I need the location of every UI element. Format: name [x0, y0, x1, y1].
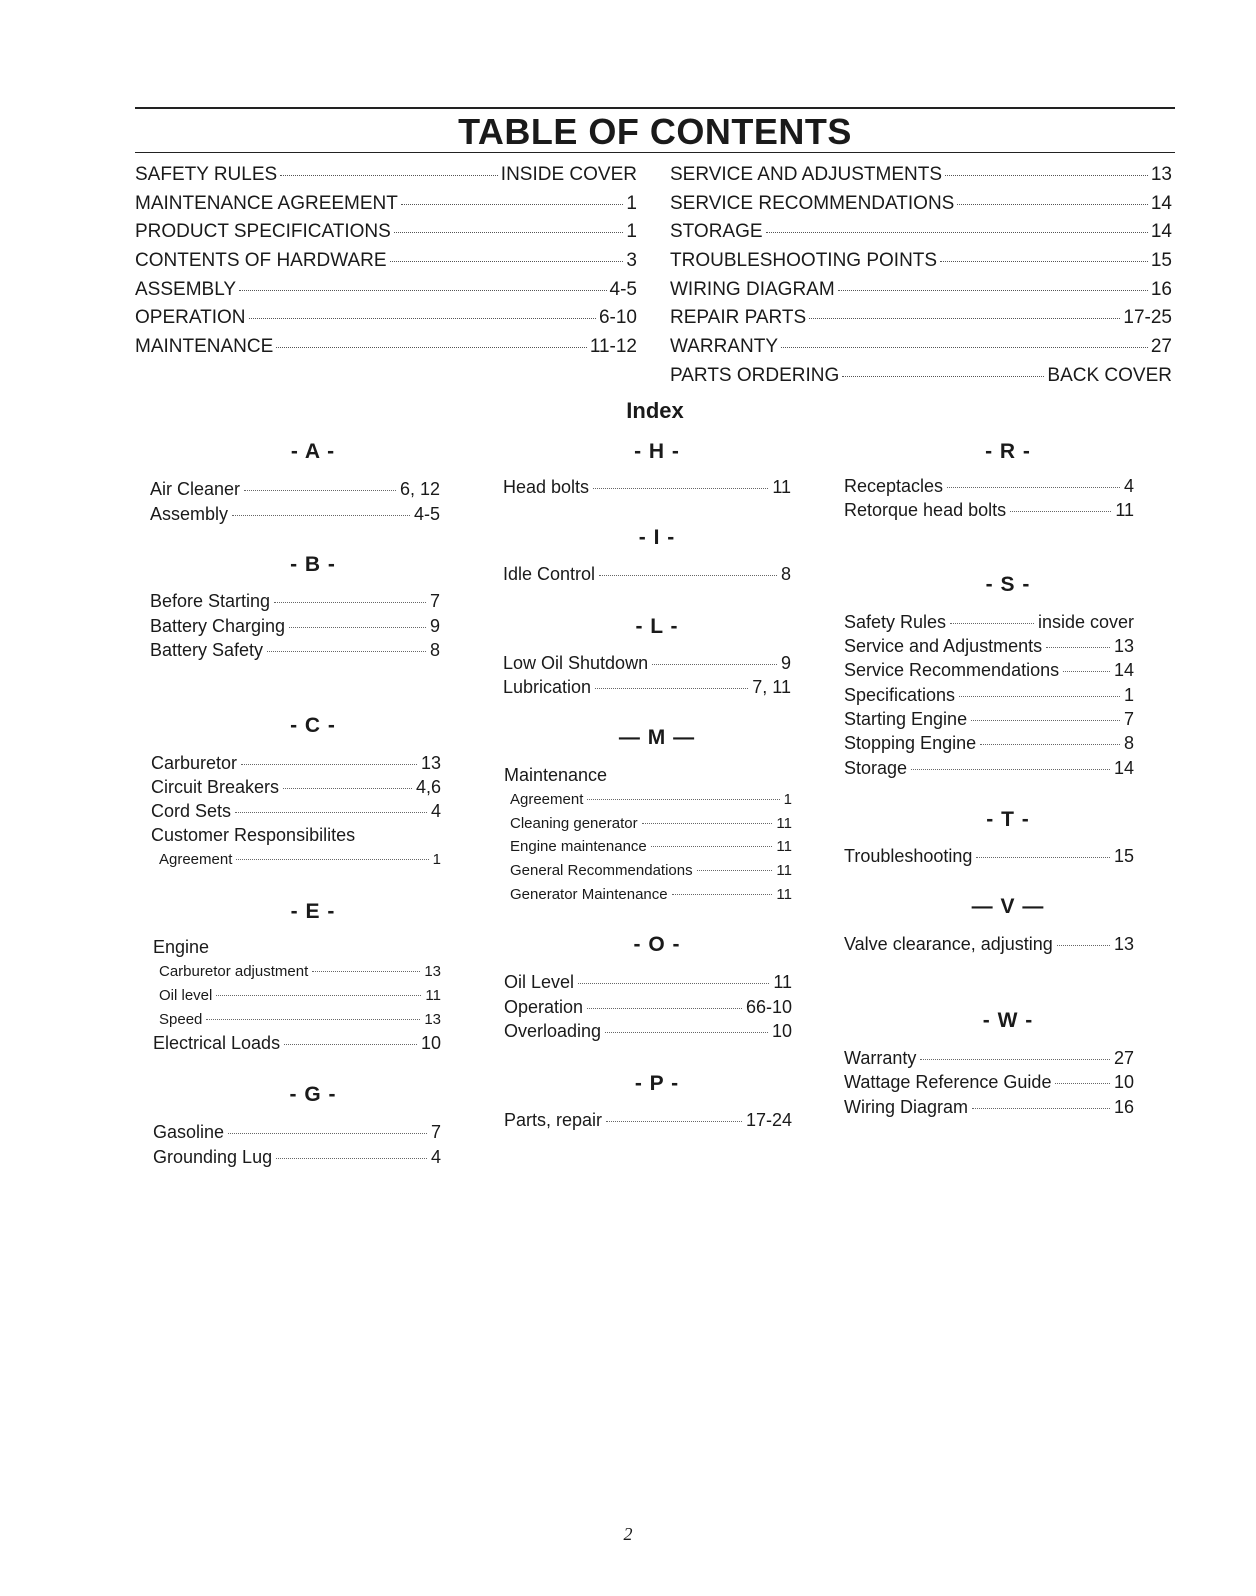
- index-entry[interactable]: Idle Control 8: [503, 564, 791, 584]
- toc-entry[interactable]: CONTENTS OF HARDWARE 3: [135, 250, 637, 272]
- index-entry[interactable]: Safety Rules inside cover: [844, 612, 1134, 632]
- toc-entry[interactable]: STORAGE 14: [670, 221, 1172, 243]
- index-subentry[interactable]: Speed 13: [159, 1011, 441, 1028]
- index-subentry[interactable]: General Recommendations 11: [510, 862, 792, 879]
- toc-entry[interactable]: WIRING DIAGRAM 16: [670, 278, 1172, 300]
- index-letter-w: - W -: [982, 1009, 1034, 1032]
- index-letter-c: - C -: [290, 714, 336, 737]
- index-subentry[interactable]: Generator Maintenance 11: [510, 886, 792, 903]
- toc-entry[interactable]: PRODUCT SPECIFICATIONS 1: [135, 221, 637, 243]
- index-letter-e: - E -: [290, 900, 336, 923]
- index-letter-o: - O -: [633, 933, 681, 956]
- dot-leader: [842, 375, 1044, 377]
- index-letter-i: - I -: [638, 526, 676, 549]
- index-subentry[interactable]: Cleaning generator 11: [510, 815, 792, 832]
- index-entry[interactable]: Assembly 4-5: [150, 504, 440, 524]
- index-entry[interactable]: Specifications 1: [844, 685, 1134, 705]
- toc-right-column: [670, 164, 1172, 394]
- dot-leader: [390, 260, 624, 262]
- index-entry[interactable]: Troubleshooting 15: [844, 846, 1134, 866]
- toc-entry[interactable]: REPAIR PARTS 17-25: [670, 307, 1172, 329]
- index-entry[interactable]: Grounding Lug 4: [153, 1147, 441, 1167]
- index-entry-heading[interactable]: Engine: [153, 937, 210, 957]
- index-subentry[interactable]: Engine maintenance 11: [510, 838, 792, 855]
- dot-leader: [940, 260, 1148, 262]
- index-entry[interactable]: Oil Level 11: [504, 972, 792, 992]
- index-entry[interactable]: Electrical Loads 10: [153, 1033, 441, 1053]
- toc-entry[interactable]: SERVICE RECOMMENDATIONS 14: [670, 192, 1172, 214]
- index-entry[interactable]: Retorque head bolts 11: [844, 500, 1134, 520]
- title-underline-rule: [135, 152, 1175, 153]
- index-entry[interactable]: Overloading 10: [504, 1021, 792, 1041]
- index-entry[interactable]: Air Cleaner 6, 12: [150, 479, 440, 499]
- dot-leader: [766, 231, 1148, 233]
- dot-leader: [957, 203, 1148, 205]
- dot-leader: [945, 174, 1148, 176]
- toc-entry[interactable]: SAFETY RULES INSIDE COVER: [135, 164, 637, 185]
- toc-left-column: [135, 164, 637, 365]
- toc-entry[interactable]: WARRANTY 27: [670, 336, 1172, 358]
- index-letter-a: - A -: [290, 440, 336, 463]
- index-letter-p: - P -: [634, 1072, 680, 1095]
- dot-leader: [280, 174, 498, 176]
- index-entry[interactable]: Before Starting 7: [150, 591, 440, 611]
- index-letter-b: - B -: [290, 553, 336, 576]
- dot-leader: [838, 289, 1148, 291]
- index-entry[interactable]: Cord Sets 4: [151, 801, 441, 821]
- index-entry[interactable]: Gasoline 7: [153, 1122, 441, 1142]
- toc-entry[interactable]: ASSEMBLY 4-5: [135, 278, 637, 300]
- index-entry[interactable]: Wattage Reference Guide 10: [844, 1072, 1134, 1092]
- toc-entry[interactable]: SERVICE AND ADJUSTMENTS 13: [670, 164, 1172, 185]
- index-letter-v: — V —: [971, 895, 1045, 918]
- top-rule: [135, 107, 1175, 109]
- index-entry[interactable]: Battery Safety 8: [150, 640, 440, 660]
- index-entry[interactable]: Wiring Diagram 16: [844, 1097, 1134, 1117]
- dot-leader: [249, 317, 596, 319]
- index-entry-heading[interactable]: Customer Responsibilites: [151, 825, 356, 845]
- index-subentry[interactable]: Oil level 11: [159, 987, 441, 1004]
- page-number: 2: [623, 1524, 633, 1544]
- index-subentry[interactable]: Carburetor adjustment 13: [159, 963, 441, 980]
- toc-entry[interactable]: PARTS ORDERING BACK COVER: [670, 364, 1172, 386]
- index-letter-r: - R -: [985, 440, 1031, 463]
- index-letter-s: - S -: [985, 573, 1031, 596]
- toc-entry[interactable]: MAINTENANCE 11-12: [135, 336, 637, 358]
- index-entry[interactable]: Head bolts 11: [503, 477, 791, 497]
- toc-entry[interactable]: OPERATION 6-10: [135, 307, 637, 329]
- index-entry[interactable]: Storage 14: [844, 758, 1134, 778]
- index-entry[interactable]: Warranty 27: [844, 1048, 1134, 1068]
- toc-entry[interactable]: TROUBLESHOOTING POINTS 15: [670, 250, 1172, 272]
- toc-title: TABLE OF CONTENTS: [458, 111, 852, 152]
- toc-entry[interactable]: MAINTENANCE AGREEMENT 1: [135, 192, 637, 214]
- index-entry-heading[interactable]: Maintenance: [504, 765, 608, 785]
- index-entry[interactable]: Receptacles 4: [844, 476, 1134, 496]
- dot-leader: [809, 317, 1120, 319]
- index-entry[interactable]: Carburetor 13: [151, 753, 441, 773]
- index-letter-m: — M —: [618, 726, 696, 749]
- index-letter-h: - H -: [634, 440, 680, 463]
- index-entry[interactable]: Starting Engine 7: [844, 709, 1134, 729]
- dot-leader: [276, 346, 587, 348]
- index-subentry[interactable]: Agreement 1: [159, 851, 441, 868]
- index-entry[interactable]: Circuit Breakers 4,6: [151, 777, 441, 797]
- dot-leader: [394, 231, 624, 233]
- index-entry[interactable]: Service and Adjustments 13: [844, 636, 1134, 656]
- index-entry[interactable]: Lubrication 7, 11: [503, 677, 791, 697]
- dot-leader: [239, 289, 607, 291]
- index-letter-g: - G -: [289, 1083, 337, 1106]
- index-entry[interactable]: Stopping Engine 8: [844, 733, 1134, 753]
- index-letter-t: - T -: [986, 808, 1030, 831]
- index-entry[interactable]: Service Recommendations 14: [844, 660, 1134, 680]
- dot-leader: [781, 346, 1148, 348]
- index-entry[interactable]: Battery Charging 9: [150, 616, 440, 636]
- index-entry[interactable]: Valve clearance, adjusting 13: [844, 934, 1134, 954]
- dot-leader: [401, 203, 624, 205]
- index-subentry[interactable]: Agreement 1: [510, 791, 792, 808]
- index-letter-l: - L -: [635, 615, 679, 638]
- index-title: Index: [626, 398, 684, 423]
- index-entry[interactable]: Parts, repair 17-24: [504, 1110, 792, 1130]
- index-entry[interactable]: Operation 66-10: [504, 997, 792, 1017]
- index-entry[interactable]: Low Oil Shutdown 9: [503, 653, 791, 673]
